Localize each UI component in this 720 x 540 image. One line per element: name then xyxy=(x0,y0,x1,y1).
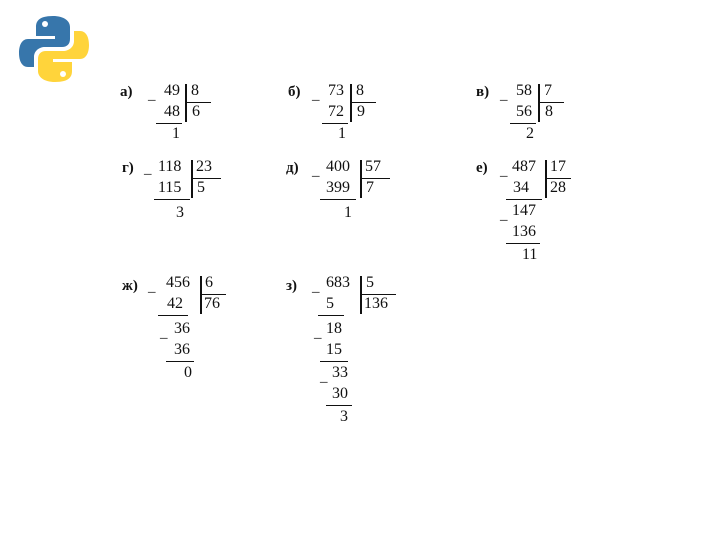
divisor: 6 xyxy=(205,274,213,291)
minus-sign: – xyxy=(160,330,168,346)
partial-dividend: 33 xyxy=(332,364,348,381)
divisor: 17 xyxy=(550,158,566,175)
dividend: 487 xyxy=(512,158,536,175)
quotient: 6 xyxy=(192,103,200,120)
problem-a xyxy=(120,82,230,152)
problem-v xyxy=(476,82,586,152)
remainder: 1 xyxy=(338,125,346,142)
problem-label: б) xyxy=(288,84,301,100)
subtraction-line xyxy=(320,199,356,200)
dividend: 456 xyxy=(166,274,190,291)
problem-b xyxy=(288,82,398,152)
remainder: 3 xyxy=(176,204,184,221)
divisor: 8 xyxy=(356,82,364,99)
divisor: 57 xyxy=(365,158,381,175)
dividend: 118 xyxy=(158,158,182,175)
minus-sign: – xyxy=(312,92,320,108)
subtrahend: 36 xyxy=(174,341,190,358)
problem-label: в) xyxy=(476,84,490,100)
subtrahend: 5 xyxy=(326,295,334,312)
quotient: 5 xyxy=(197,179,205,196)
partial-dividend: 18 xyxy=(326,320,342,337)
minus-sign: – xyxy=(148,92,156,108)
problem-g xyxy=(122,158,232,228)
subtrahend: 15 xyxy=(326,341,342,358)
quotient: 76 xyxy=(204,295,220,312)
problem-zh xyxy=(122,274,242,386)
subtraction-line xyxy=(320,361,348,362)
problem-label: д) xyxy=(286,160,299,176)
divisor: 23 xyxy=(196,158,212,175)
quotient: 7 xyxy=(366,179,374,196)
divisor: 8 xyxy=(191,82,199,99)
subtraction-line xyxy=(166,361,194,362)
dividend: 49 xyxy=(164,82,180,99)
python-logo-icon xyxy=(18,14,90,84)
subtrahend: 48 xyxy=(164,103,180,120)
subtrahend: 56 xyxy=(516,103,532,120)
problem-label: з) xyxy=(286,278,298,294)
minus-sign: – xyxy=(500,212,508,228)
dividend: 400 xyxy=(326,158,350,175)
divisor: 5 xyxy=(366,274,374,291)
problem-label: а) xyxy=(120,84,133,100)
minus-sign: – xyxy=(320,374,328,390)
minus-sign: – xyxy=(312,168,320,184)
remainder: 0 xyxy=(184,364,192,381)
minus-sign: – xyxy=(148,284,156,300)
dividend: 58 xyxy=(516,82,532,99)
remainder: 1 xyxy=(172,125,180,142)
subtraction-line xyxy=(506,199,542,200)
problem-e xyxy=(476,158,596,270)
quotient: 28 xyxy=(550,179,566,196)
subtrahend: 72 xyxy=(328,103,344,120)
problem-label: г) xyxy=(122,160,134,176)
problem-label: е) xyxy=(476,160,488,176)
subtraction-line xyxy=(154,199,190,200)
remainder: 11 xyxy=(522,246,538,263)
subtrahend: 42 xyxy=(167,295,183,312)
minus-sign: – xyxy=(314,330,322,346)
subtraction-line xyxy=(506,243,540,244)
quotient-line xyxy=(360,178,390,179)
subtrahend: 136 xyxy=(512,223,536,240)
problem-label: ж) xyxy=(122,278,138,294)
quotient-line xyxy=(191,178,221,179)
minus-sign: – xyxy=(500,168,508,184)
minus-sign: – xyxy=(312,284,320,300)
subtrahend: 30 xyxy=(332,385,348,402)
dividend: 73 xyxy=(328,82,344,99)
subtrahend: 115 xyxy=(158,179,182,196)
quotient: 8 xyxy=(545,103,553,120)
remainder: 1 xyxy=(344,204,352,221)
minus-sign: – xyxy=(500,92,508,108)
quotient: 9 xyxy=(357,103,365,120)
subtrahend: 34 xyxy=(513,179,529,196)
minus-sign: – xyxy=(144,166,152,182)
subtrahend: 399 xyxy=(326,179,350,196)
divisor: 7 xyxy=(544,82,552,99)
remainder: 3 xyxy=(340,408,348,425)
dividend: 683 xyxy=(326,274,350,291)
partial-dividend: 36 xyxy=(174,320,190,337)
remainder: 2 xyxy=(526,125,534,142)
subtraction-line xyxy=(158,315,188,316)
subtraction-line xyxy=(326,405,352,406)
partial-dividend: 147 xyxy=(512,202,536,219)
subtraction-line xyxy=(318,315,344,316)
problem-z xyxy=(286,274,406,426)
quotient: 136 xyxy=(364,295,388,312)
problem-d xyxy=(286,158,406,228)
